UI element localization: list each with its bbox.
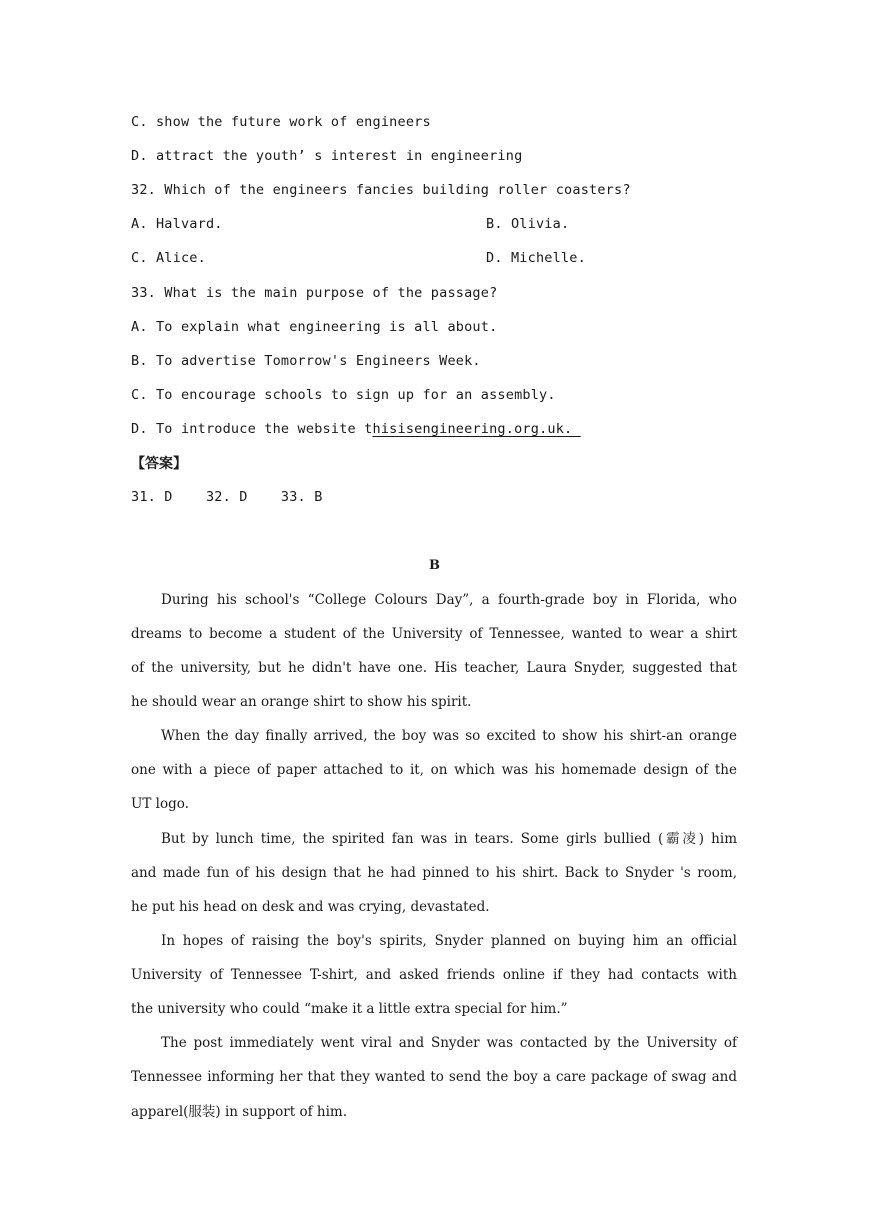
q31-option-d: D. attract the youth’ s interest in engineering (131, 148, 523, 164)
paragraph-line: But by lunch time, the spirited fan was in tears. Some girls bullied (霸凌) him (161, 831, 737, 847)
section-title: B (429, 558, 440, 573)
paragraph-line: and made fun of his design that he had pinned to his shirt. Back to Snyder 's room, (131, 865, 737, 881)
q33-option-d (131, 420, 581, 438)
q33-option-d-text: D. To introduce the website t (131, 421, 373, 437)
q33-option-b: B. To advertise Tomorrow's Engineers Week. (131, 353, 481, 369)
paragraph-line: University of Tennessee T-shirt, and asked friends online if they had contacts with (131, 967, 737, 983)
paragraph-line: The post immediately went viral and Snyder was contacted by the University of (161, 1035, 737, 1051)
paragraph-line: UT logo. (131, 796, 189, 812)
paragraph-line: of the university, but he didn't have one. His teacher, Laura Snyder, suggested that (131, 660, 737, 676)
q33-stem: 33. What is the main purpose of the passage? (131, 285, 498, 301)
paragraph-line: he should wear an orange shirt to show his spirit. (131, 694, 472, 710)
answer-label: 【答案】 (131, 456, 187, 472)
website-link[interactable]: hisisengineering.org.uk. (372, 421, 581, 437)
answer-values: 31. D 32. D 33. B (131, 489, 323, 505)
q32-option-b: B. Olivia. (486, 216, 570, 232)
paragraph-line: In hopes of raising the boy's spirits, Snyder planned on buying him an official (161, 933, 737, 949)
q31-option-c: C. show the future work of engineers (131, 114, 431, 130)
q32-option-c: C. Alice. (131, 250, 206, 266)
paragraph-line: Tennessee informing her that they wanted to send the boy a care package of swag and (131, 1069, 737, 1085)
paragraph-line: he put his head on desk and was crying, devastated. (131, 899, 490, 915)
paragraph-line: the university who could “make it a little extra special for him.” (131, 1001, 568, 1017)
q32-option-a: A. Halvard. (131, 216, 223, 232)
paragraph-line: When the day finally arrived, the boy was so excited to show his shirt-an orange (161, 728, 737, 744)
paragraph-line: dreams to become a student of the University of Tennessee, wanted to wear a shirt (131, 626, 737, 642)
paragraph-line: apparel(服装) in support of him. (131, 1104, 347, 1120)
paragraph-line: one with a piece of paper attached to it, on which was his homemade design of the (131, 762, 737, 778)
q33-option-c: C. To encourage schools to sign up for an assembly. (131, 387, 556, 403)
q32-option-d: D. Michelle. (486, 250, 586, 266)
q33-option-a: A. To explain what engineering is all about. (131, 319, 498, 335)
q32-stem: 32. Which of the engineers fancies building roller coasters? (131, 182, 631, 198)
paragraph-line: During his school's “College Colours Day”, a fourth-grade boy in Florida, who (161, 592, 737, 608)
